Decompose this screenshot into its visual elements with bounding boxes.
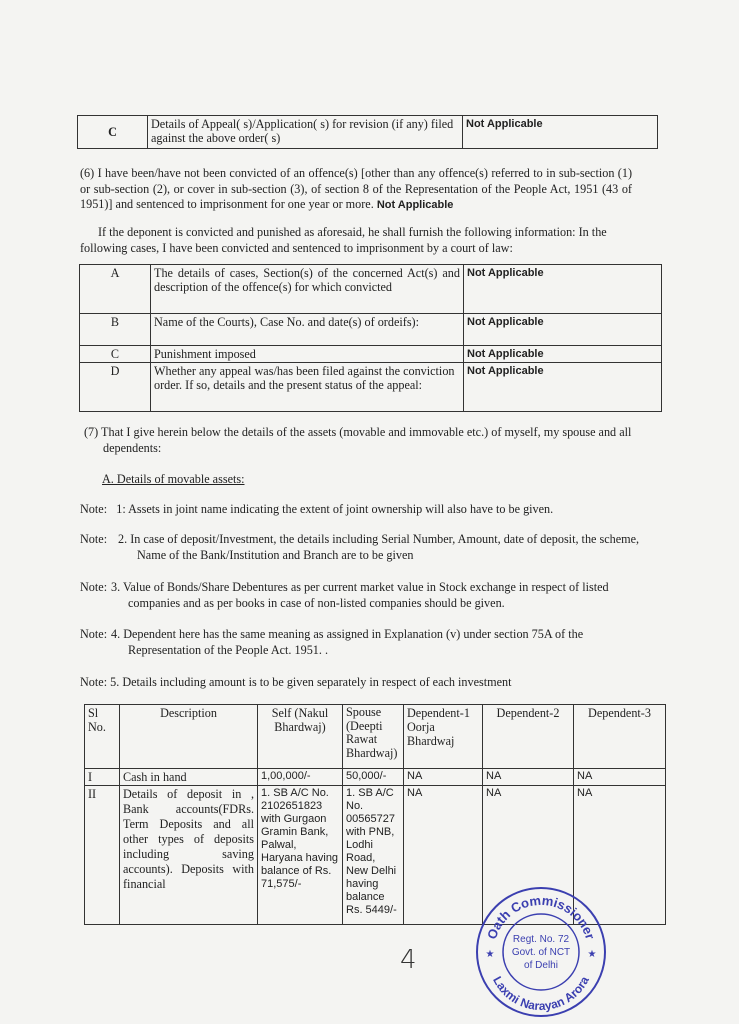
row-label: A bbox=[80, 265, 151, 314]
note-1 bbox=[80, 502, 650, 518]
row-value: Not Applicable bbox=[464, 265, 662, 314]
star-icon: ★ bbox=[485, 949, 495, 960]
stamp-top-text: Oath Commissioner bbox=[484, 892, 599, 942]
paragraph-6 bbox=[80, 166, 632, 214]
header-self: Self (Nakul Bhardwaj) bbox=[258, 705, 343, 769]
svg-text:Laxmi Narayan Arora bbox=[490, 974, 592, 1013]
table-row bbox=[80, 346, 662, 363]
section-a-title: A. Details of movable assets: bbox=[102, 472, 245, 486]
table-row bbox=[80, 265, 662, 314]
row-label: B bbox=[80, 314, 151, 346]
note-2 bbox=[80, 532, 650, 563]
row-description: Details of Appeal( s)/Application( s) for revision (if any) filed against the above order( s) bbox=[148, 116, 463, 149]
cell-dependent-2: NA bbox=[483, 786, 574, 925]
star-icon: ★ bbox=[587, 949, 597, 960]
note-prefix: Note: bbox=[80, 675, 108, 689]
cell-sl: I bbox=[85, 769, 120, 786]
stamp-line-3: of Delhi bbox=[524, 960, 558, 971]
note-text: 5. Details including amount is to be given separately in respect of each investment bbox=[110, 675, 512, 689]
cell-spouse: 1. SB A/C No. 00565727 with PNB, Lodhi Road, New Delhi having balance Rs. 5449/- bbox=[343, 786, 404, 925]
cell-spouse: 50,000/- bbox=[343, 769, 404, 786]
section-a-heading bbox=[102, 472, 245, 488]
cell-dependent-3: NA bbox=[574, 769, 666, 786]
stamp-line-1: Regt. No. 72 bbox=[512, 934, 570, 945]
cell-dependent-1: NA bbox=[404, 786, 483, 925]
stamp-bottom-text: Laxmi Narayan Arora bbox=[490, 973, 592, 1014]
note-3 bbox=[80, 580, 655, 611]
row-description: Whether any appeal was/has been filed against the conviction order. If so, details and the present status of the appeal: bbox=[151, 363, 464, 412]
row-description: Punishment imposed bbox=[151, 346, 464, 363]
header-dependent-1: Dependent-1 Oorja Bhardwaj bbox=[404, 705, 483, 769]
row-label: C bbox=[80, 346, 151, 363]
row-value: Not Applicable bbox=[464, 314, 662, 346]
row-value: Not Applicable bbox=[463, 116, 658, 149]
cell-dependent-3: NA bbox=[574, 786, 666, 925]
cell-description: Cash in hand bbox=[120, 769, 258, 786]
stamp-line-2: Govt. of NCT bbox=[511, 947, 571, 958]
header-description: Description bbox=[120, 705, 258, 769]
row-label: D bbox=[80, 363, 151, 412]
row-label: C bbox=[78, 116, 148, 149]
oath-commissioner-stamp bbox=[474, 885, 608, 1019]
cell-dependent-1: NA bbox=[404, 769, 483, 786]
note-prefix: Note: bbox=[80, 532, 108, 546]
appeal-table bbox=[77, 115, 658, 149]
note-prefix: Note: bbox=[80, 627, 108, 641]
row-value: Not Applicable bbox=[464, 346, 662, 363]
paragraph-6-answer: Not Applicable bbox=[376, 199, 454, 211]
cell-sl: II bbox=[85, 786, 120, 925]
paragraph-7: (7) That I give herein below the details of the assets (movable and immovable etc.) of myself, my spouse and all dependents: bbox=[84, 425, 632, 455]
row-description: The details of cases, Section(s) of the concerned Act(s) and description of the offence(s) for which convicted bbox=[151, 265, 464, 314]
table-row bbox=[80, 314, 662, 346]
header-spouse: Spouse (Deepti Rawat Bhardwaj) bbox=[343, 705, 404, 769]
note-5 bbox=[80, 675, 655, 691]
header-dependent-3: Dependent-3 bbox=[574, 705, 666, 769]
header-dependent-2: Dependent-2 bbox=[483, 705, 574, 769]
note-prefix: Note: bbox=[80, 580, 108, 594]
note-text: 1: Assets in joint name indicating the extent of joint ownership will also have to be given. bbox=[116, 502, 554, 516]
row-value: Not Applicable bbox=[464, 363, 662, 412]
table-row bbox=[80, 363, 662, 412]
page-number: 4 bbox=[400, 945, 417, 975]
conviction-intro: If the deponent is convicted and punished as aforesaid, he shall furnish the following information: In the following cases, I have been convicted and sentenced to imprisonment by a court of law: bbox=[80, 225, 607, 255]
cell-description: Details of deposit in , Bank accounts(FDRs. Term Deposits and all other types of deposits including saving accounts). Deposits with financial bbox=[120, 786, 258, 925]
note-text: 3. Value of Bonds/Share Debentures as per current market value in Stock exchange in respect of listed companies and as per books in case of non-listed companies should be given. bbox=[111, 580, 609, 610]
table-header-row bbox=[85, 705, 666, 769]
header-sl-no: Sl No. bbox=[85, 705, 120, 769]
cell-self: 1,00,000/- bbox=[258, 769, 343, 786]
table-row bbox=[85, 769, 666, 786]
paragraph-6-text: (6) I have been/have not been convicted of an offence(s) [other than any offence(s) referred to in sub-section (1) or sub-section (2), or cover in sub-section (3), of section 8 of the Representation of the People Act, 1951 (43 of 1951)] and sentenced to imprisonment for one year or more. bbox=[80, 166, 632, 211]
note-prefix: Note: bbox=[80, 502, 108, 516]
note-text: 4. Dependent here has the same meaning as assigned in Explanation (v) under section 75A of the Representation of the People Act. 1951. . bbox=[111, 627, 584, 657]
note-text: 2. In case of deposit/Investment, the details including Serial Number, Amount, date of deposit, the scheme, Name of the Bank/Institution and Branch are to be given bbox=[118, 532, 640, 562]
row-description: Name of the Courts), Case No. and date(s) of ordeifs): bbox=[151, 314, 464, 346]
note-4 bbox=[80, 627, 655, 658]
conviction-table bbox=[79, 264, 662, 412]
cell-dependent-2: NA bbox=[483, 769, 574, 786]
cell-self: 1. SB A/C No. 2102651823 with Gurgaon Gramin Bank, Palwal, Haryana having balance of Rs. 71,575/- bbox=[258, 786, 343, 925]
